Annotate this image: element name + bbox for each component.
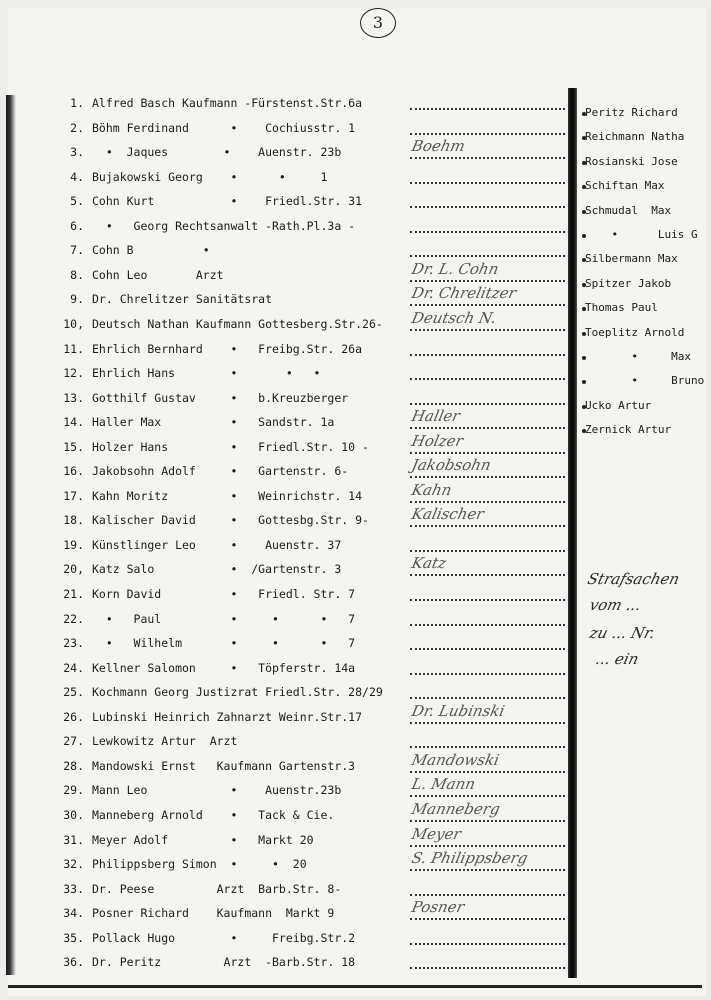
signature-line — [410, 548, 565, 552]
signature-line — [410, 106, 565, 110]
row-entry: Gotthilf Gustav • b.Kreuzberger — [92, 390, 349, 405]
signature-line — [410, 941, 565, 945]
signature-line — [410, 867, 565, 871]
row-number: 19. — [63, 537, 84, 552]
signature-line — [410, 180, 565, 184]
right-column-entry: Ucko Artur — [585, 398, 652, 412]
row-number: 3. — [70, 145, 84, 160]
row-number: 31. — [63, 832, 84, 847]
row-entry: Posner Richard Kaufmann Markt 9 — [92, 906, 335, 921]
signature-line — [410, 965, 565, 969]
right-column-entry: Reichmann Natha — [585, 130, 685, 144]
row-entry: Dr. Peese Arzt Barb.Str. 8- — [92, 881, 342, 896]
row-entry: Dr. Peritz Arzt -Barb.Str. 18 — [92, 955, 356, 970]
row-number: 8. — [70, 267, 84, 282]
row-entry: Lubinski Heinrich Zahnarzt Weinr.Str.17 — [92, 709, 363, 724]
handwritten-signature: Deutsch N. — [410, 308, 498, 327]
row-number: 32. — [63, 857, 84, 872]
signature-line — [410, 253, 565, 257]
handwritten-signature: Katz — [410, 554, 449, 573]
center-fold-bar — [568, 88, 577, 978]
row-entry: • Jaques • Auenstr. 23b — [92, 145, 342, 160]
handwritten-signature: Haller — [410, 407, 462, 426]
signature-line — [410, 131, 565, 135]
signature-line — [410, 818, 565, 822]
row-entry: Philippsberg Simon • • 20 — [92, 857, 307, 872]
row-number: 10, — [63, 316, 84, 331]
page-number: 3 — [360, 8, 396, 38]
row-entry: Lewkowitz Artur Arzt — [92, 734, 238, 749]
row-number: 9. — [70, 292, 84, 307]
row-number: 4. — [70, 169, 84, 184]
row-number: 12. — [63, 366, 84, 381]
right-column-entry: Spitzer Jakob — [585, 276, 672, 290]
left-scan-border — [6, 95, 16, 975]
right-column-entry: Peritz Richard — [585, 106, 678, 119]
row-number: 11. — [63, 341, 84, 356]
signature-line — [410, 769, 565, 773]
signature-line — [410, 278, 565, 282]
row-number: 22. — [63, 611, 84, 626]
signature-line — [410, 671, 565, 675]
row-entry: Deutsch Nathan Kaufmann Gottesberg.Str.26- — [92, 316, 383, 331]
row-entry: Ehrlich Bernhard • Freibg.Str. 26a — [92, 341, 363, 356]
right-column-entry: Toeplitz Arnold — [585, 325, 685, 339]
signature-line — [410, 474, 565, 478]
row-number: 27. — [63, 734, 84, 749]
signature-line — [410, 229, 565, 233]
signature-line — [410, 597, 565, 601]
handwritten-signature: Manneberg — [410, 799, 502, 818]
row-entry: Cohn Kurt • Friedl.Str. 31 — [92, 194, 363, 209]
handwritten-signature: Holzer — [410, 431, 465, 450]
row-number: 13. — [63, 390, 84, 405]
right-column-entry: Schmudal Max — [585, 203, 672, 217]
signature-line — [410, 302, 565, 306]
row-entry: • Paul • • • 7 — [92, 611, 356, 626]
handwritten-signature: Mandowski — [410, 750, 501, 769]
row-number: 15. — [63, 439, 84, 454]
row-number: 34. — [63, 906, 84, 921]
handwritten-signature: Meyer — [410, 824, 463, 843]
signature-line — [410, 425, 565, 429]
handwritten-signature: Dr. Chrelitzer — [410, 284, 518, 303]
right-column-entry: Schiftan Max — [585, 179, 665, 193]
row-entry: Ehrlich Hans • • • — [92, 366, 321, 381]
signature-line — [410, 572, 565, 576]
row-number: 29. — [63, 783, 84, 798]
handwritten-signature: L. Mann — [410, 775, 478, 794]
row-number: 16. — [63, 464, 84, 479]
row-entry: • Georg Rechtsanwalt -Rath.Pl.3a - — [92, 218, 356, 233]
handwritten-signature: Kahn — [410, 480, 454, 499]
right-column-entry: Zernick Artur — [585, 423, 672, 437]
handwritten-signature: Boehm — [410, 137, 467, 156]
signature-line — [410, 720, 565, 724]
signature-line — [410, 523, 565, 527]
row-number: 36. — [63, 955, 84, 970]
row-number: 28. — [63, 758, 84, 773]
row-entry: Kochmann Georg Justizrat Friedl.Str. 28/29 — [92, 685, 383, 700]
row-entry: Dr. Chrelitzer Sanitätsrat — [92, 292, 273, 307]
row-number: 30. — [63, 807, 84, 822]
right-column-entry: Rosianski Jose — [585, 154, 678, 168]
row-number: 5. — [70, 194, 84, 209]
handwritten-signature: Jakobsohn — [410, 456, 493, 475]
row-number: 17. — [63, 488, 84, 503]
right-column-entry: • Bruno — [585, 374, 705, 388]
handwritten-signature: Dr. L. Cohn — [410, 259, 501, 278]
row-number: 33. — [63, 881, 84, 896]
signature-line — [410, 204, 565, 208]
row-number: 23. — [63, 636, 84, 651]
row-number: 26. — [63, 709, 84, 724]
row-entry: Kellner Salomon • Töpferstr. 14a — [92, 660, 356, 675]
row-entry: Pollack Hugo • Freibg.Str.2 — [92, 930, 356, 945]
row-entry: Cohn Leo Arzt — [92, 267, 224, 282]
row-entry: Haller Max • Sandstr. 1a — [92, 415, 335, 430]
signature-line — [410, 744, 565, 748]
row-entry: Mandowski Ernst Kaufmann Gartenstr.3 — [92, 758, 356, 773]
row-number: 20, — [63, 562, 84, 577]
signature-line — [410, 793, 565, 797]
row-number: 2. — [70, 120, 84, 135]
row-number: 24. — [63, 660, 84, 675]
signature-line — [410, 155, 565, 159]
row-entry: Böhm Ferdinand • Cochiusstr. 1 — [92, 120, 356, 135]
signature-line — [410, 892, 565, 896]
handwritten-signature: S. Philippsberg — [410, 849, 530, 868]
row-number: 6. — [70, 218, 84, 233]
handwritten-signature: Posner — [410, 898, 466, 917]
row-number: 14. — [63, 415, 84, 430]
row-entry: Kahn Moritz • Weinrichstr. 14 — [92, 488, 363, 503]
right-column-entry: Silbermann Max — [585, 252, 678, 266]
row-entry: Cohn B • — [92, 243, 210, 258]
signature-line — [410, 622, 565, 626]
row-entry: Jakobsohn Adolf • Gartenstr. 6- — [92, 464, 349, 479]
handwritten-note: zu ... Nr. — [587, 624, 658, 642]
row-number: 25. — [63, 685, 84, 700]
row-entry: Korn David • Friedl. Str. 7 — [92, 587, 356, 601]
handwritten-note: vom ... — [587, 596, 644, 614]
row-entry: Kalischer David • Gottesbg.Str. 9- — [92, 513, 369, 528]
handwritten-note: ... ein — [593, 650, 641, 668]
signature-line — [410, 352, 565, 356]
handwritten-signature: Dr. Lubinski — [410, 701, 507, 720]
row-entry: Mann Leo • Auenstr.23b — [92, 783, 342, 798]
handwritten-signature: Kalischer — [410, 505, 486, 524]
row-entry: Alfred Basch Kaufmann -Fürstenst.Str.6a — [92, 96, 363, 110]
row-entry: Holzer Hans • Friedl.Str. 10 - — [92, 439, 369, 454]
right-column-entry: Thomas Paul — [585, 301, 658, 315]
signature-line — [410, 843, 565, 847]
row-entry: Meyer Adolf • Markt 20 — [92, 832, 314, 847]
signature-line — [410, 401, 565, 405]
right-column-entry: • Max — [585, 350, 691, 363]
bottom-scan-edge — [8, 985, 702, 988]
row-number: 21. — [63, 587, 84, 601]
handwritten-note: Strafsachen — [585, 570, 682, 588]
row-number: 7. — [70, 243, 84, 258]
signature-line — [410, 695, 565, 699]
row-number: 1. — [70, 96, 84, 110]
signature-line — [410, 376, 565, 380]
signature-line — [410, 916, 565, 920]
row-number: 35. — [63, 930, 84, 945]
row-entry: • Wilhelm • • • 7 — [92, 636, 356, 651]
signature-line — [410, 499, 565, 503]
row-entry: Katz Salo • /Gartenstr. 3 — [92, 562, 342, 577]
signature-line — [410, 450, 565, 454]
row-number: 18. — [63, 513, 84, 528]
row-entry: Bujakowski Georg • • 1 — [92, 169, 328, 184]
signature-line — [410, 327, 565, 331]
right-column-entry: • Luis G — [585, 228, 698, 241]
row-entry: Künstlinger Leo • Auenstr. 37 — [92, 537, 342, 552]
row-entry: Manneberg Arnold • Tack & Cie. — [92, 807, 335, 822]
signature-line — [410, 646, 565, 650]
